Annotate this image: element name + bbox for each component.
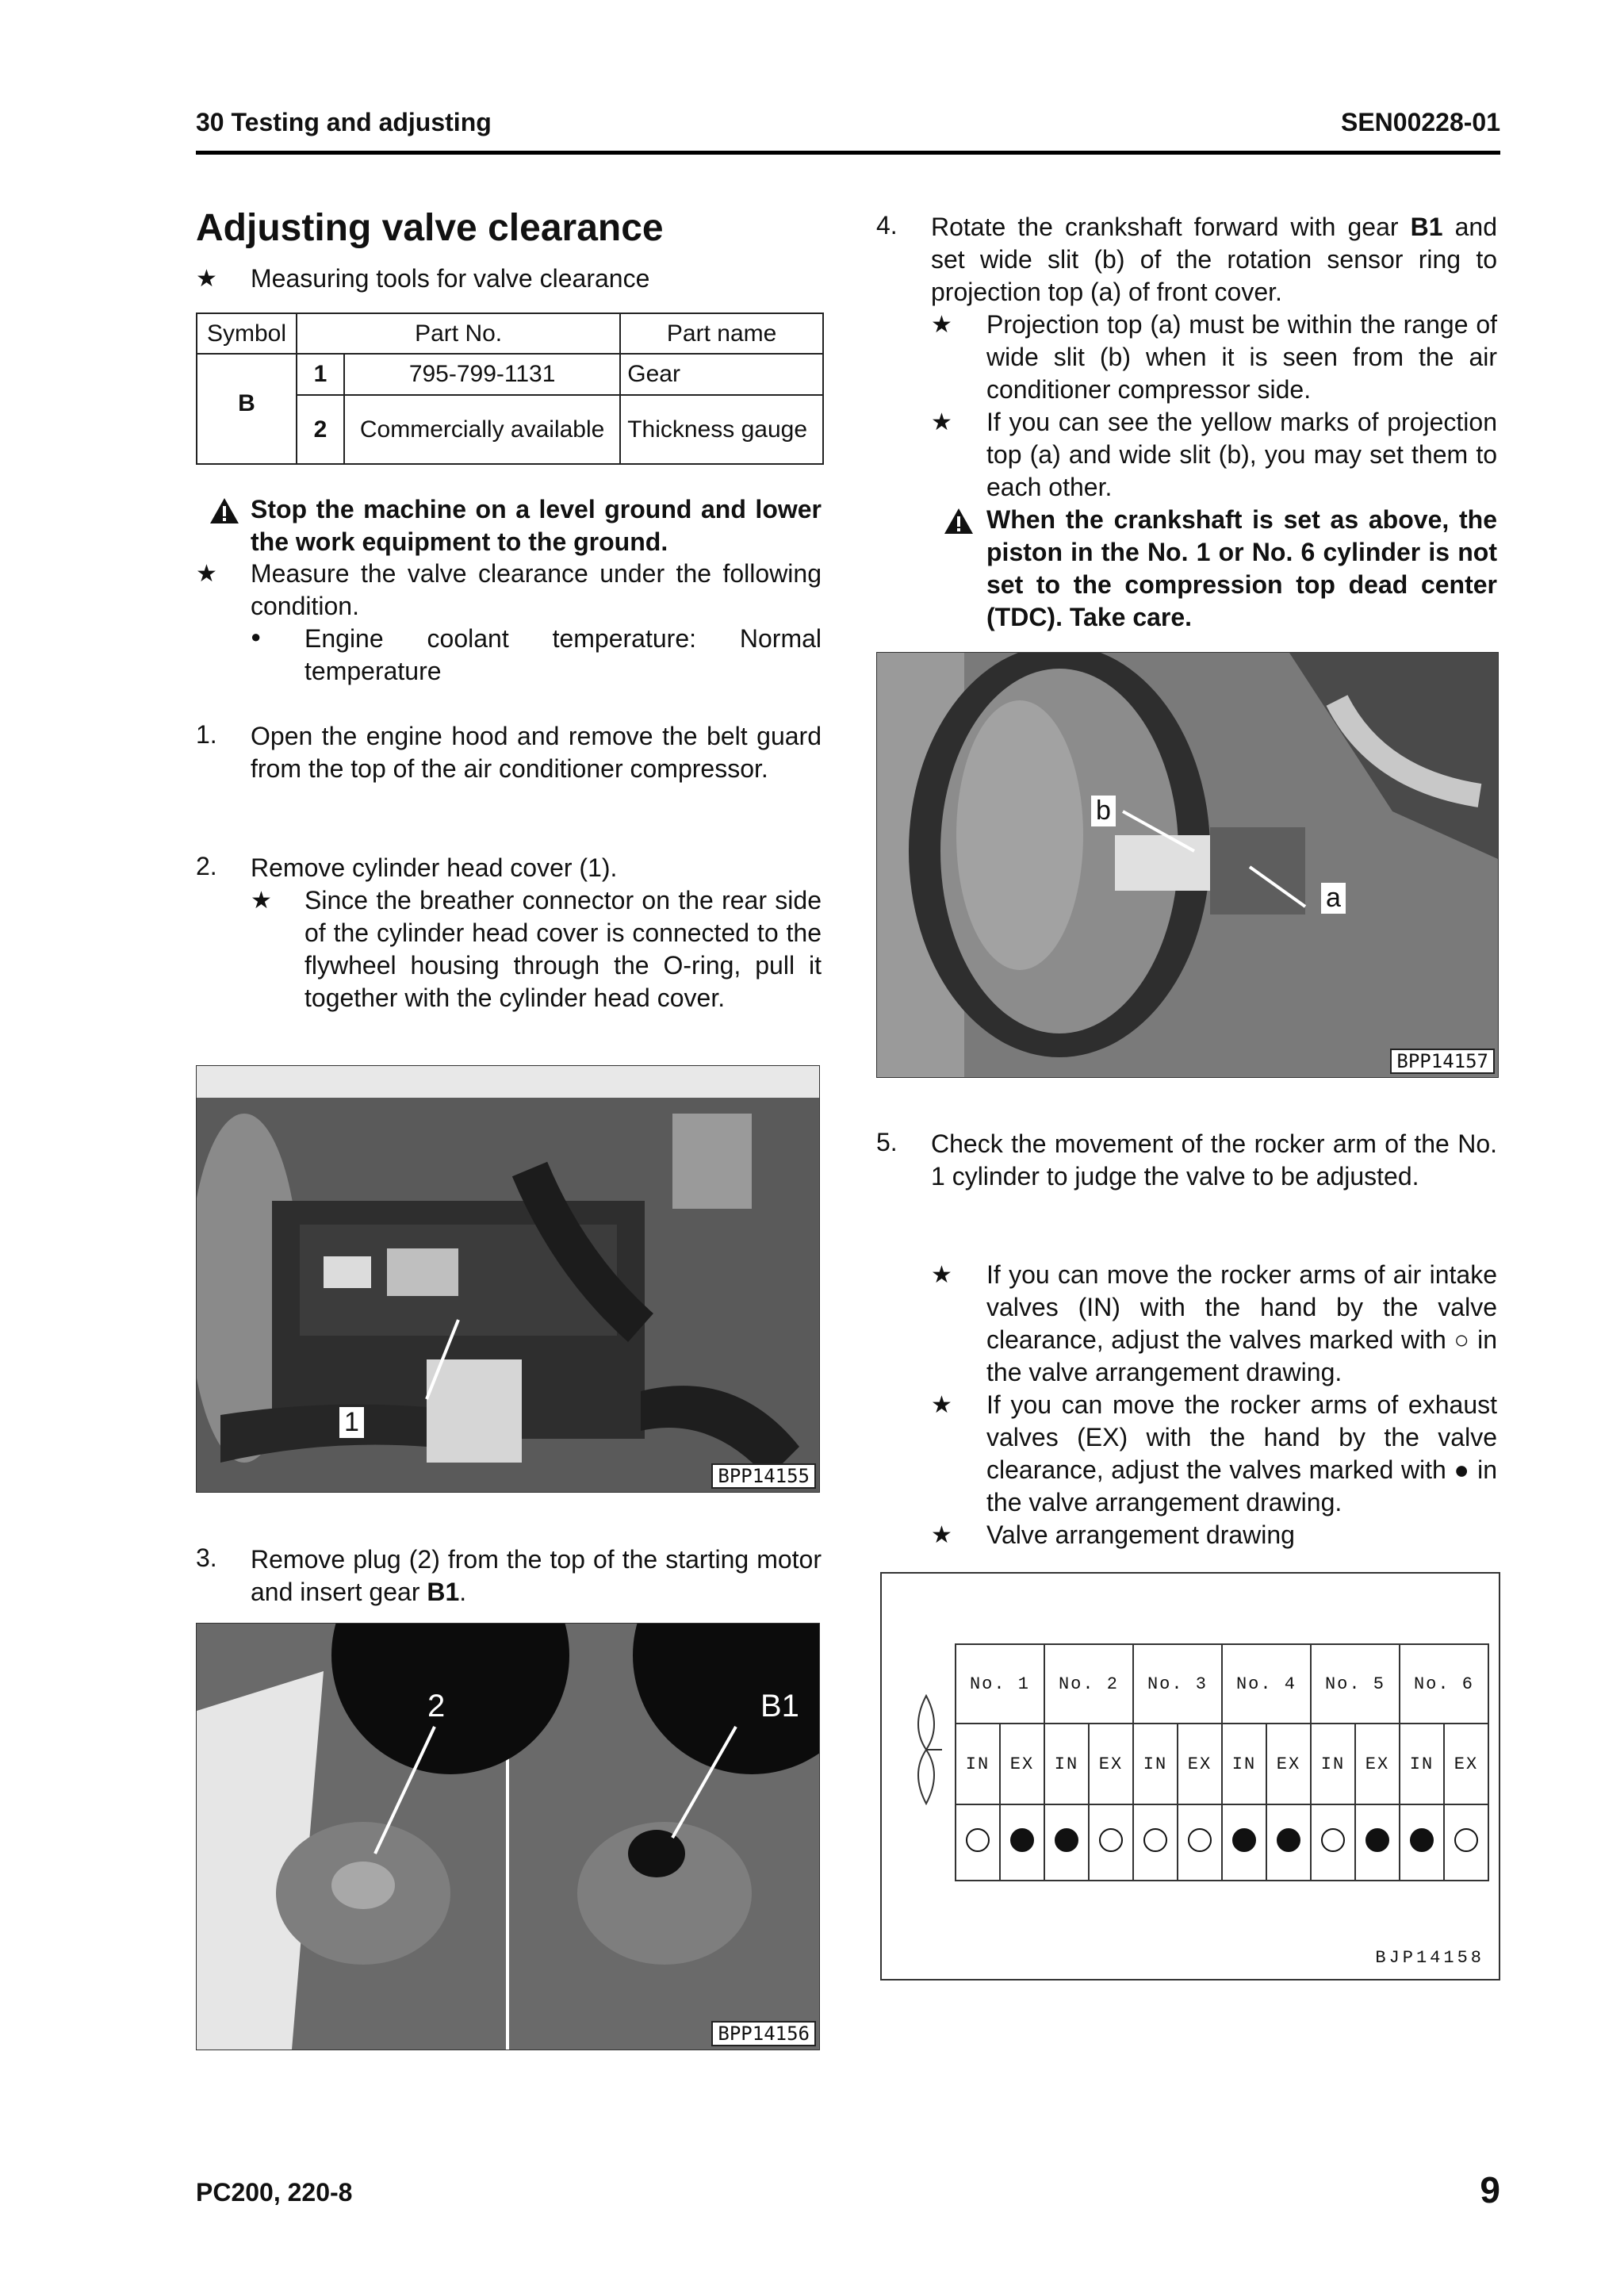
callout-label: B1 [760,1689,799,1724]
valve-arrangement-drawing [880,1572,1500,1980]
table-part-no: 795-799-1131 [344,354,620,395]
valve-grid [955,1643,1489,1881]
valve-label: IN [1311,1724,1355,1804]
filled-circle-icon [1277,1828,1300,1852]
crank-pulley-photo [876,652,1499,1078]
valve-mark-cell [956,1804,1000,1881]
cylinder-label: No. 2 [1044,1644,1133,1724]
warning-icon [944,508,974,535]
step-number: 3. [196,1543,217,1572]
open-circle-icon [1188,1828,1212,1852]
figure-code: BPP14157 [1390,1049,1495,1074]
star-icon: ★ [251,888,272,914]
valve-mark-cell [1044,1804,1089,1881]
open-circle-icon [1454,1828,1478,1852]
valve-label: IN [1400,1724,1444,1804]
step4-note1: Projection top (a) must be within the range of wide slit (b) when it is seen from the air conditioner compressor side. [986,310,1497,404]
open-circle-icon [966,1828,990,1852]
page-number: 9 [1480,2169,1500,2211]
filled-circle-icon [1055,1828,1078,1852]
warning-level-ground: Stop the machine on a level ground and lower the work equipment to the ground. [251,495,822,556]
step2-note: Since the breather connector on the rear side of the cylinder head cover is connected to the flywheel housing through the O-ring, pull it together with the cylinder head cover. [304,886,822,1012]
figure-code: BPP14156 [711,2021,816,2046]
valve-mark-cell [1400,1804,1444,1881]
engine-bay-photo [196,1065,820,1493]
open-circle-icon [1099,1828,1123,1852]
table-header-symbol: Symbol [197,313,297,354]
starting-motor-photo [196,1623,820,2050]
callout-label: 1 [339,1407,364,1438]
step-number: 1. [196,720,217,749]
valve-label: EX [1089,1724,1133,1804]
valve-label: IN [1133,1724,1178,1804]
step1-text: Open the engine hood and remove the belt guard from the top of the air conditioner compressor. [251,722,822,783]
valve-mark-cell [1311,1804,1355,1881]
valve-mark-cell [1355,1804,1400,1881]
filled-circle-icon [1410,1828,1434,1852]
warning-icon [209,497,239,524]
section-title: 30 Testing and adjusting [196,108,492,136]
valve-mark-cell [1133,1804,1178,1881]
filled-circle-icon [1010,1828,1034,1852]
star-icon: ★ [931,1392,952,1418]
warning-tdc: When the crankshaft is set as above, the piston in the No. 1 or No. 6 cylinder is not set to the compression top dead center (TDC). Take care. [986,505,1497,631]
document-code: SEN00228-01 [1340,108,1500,136]
page-title: Adjusting valve clearance [196,207,664,249]
valve-label: EX [1000,1724,1044,1804]
valve-mark-cell [1222,1804,1266,1881]
step5-text: Check the movement of the rocker arm of the No. 1 cylinder to judge the valve to be adjusted. [931,1129,1497,1191]
table-part-name: Thickness gauge [620,395,823,464]
measure-note: Measure the valve clearance under the following condition. [251,559,822,620]
filled-circle-icon [1365,1828,1389,1852]
condition-coolant: Engine coolant temperature: Normal temperature [304,624,822,685]
step5-note1: If you can move the rocker arms of air intake valves (IN) with the hand by the valve clearance, adjust the valves marked with ○ in the valve arrangement drawing. [986,1260,1497,1386]
tools-intro: Measuring tools for valve clearance [251,264,650,293]
valve-mark-cell [1444,1804,1488,1881]
footer-model: PC200, 220-8 [196,2178,353,2207]
step2-text: Remove cylinder head cover (1). [251,853,618,882]
step-number: 4. [876,211,898,240]
figure-code: BJP14158 [1375,1948,1484,1968]
table-symbol: B [197,354,297,464]
table-num: 1 [297,354,344,395]
open-circle-icon [1143,1828,1167,1852]
bullet-icon: ● [251,627,262,646]
star-icon: ★ [931,1262,952,1288]
star-icon: ★ [931,409,952,435]
table-part-no: Commercially available [344,395,620,464]
valve-label: EX [1266,1724,1311,1804]
valve-label: IN [1044,1724,1089,1804]
step-number: 5. [876,1128,898,1156]
figure-code: BPP14155 [711,1463,816,1489]
callout-label: a [1321,883,1346,914]
step4-note2: If you can see the yellow marks of projection top (a) and wide slit (b), you may set them to each other. [986,408,1497,501]
table-num: 2 [297,395,344,464]
star-icon: ★ [196,266,217,292]
cylinder-label: No. 3 [1133,1644,1222,1724]
cylinder-label: No. 4 [1222,1644,1311,1724]
filled-circle-icon [1232,1828,1256,1852]
step3-text: Remove plug (2) from the top of the starting motor and insert gear B1. [251,1545,822,1606]
table-part-name: Gear [620,354,823,395]
valve-mark-cell [1266,1804,1311,1881]
cylinder-label: No. 6 [1400,1644,1488,1724]
callout-label: 2 [427,1689,446,1724]
step5-note3: Valve arrangement drawing [986,1520,1295,1549]
star-icon: ★ [931,312,952,338]
callout-label: b [1091,796,1116,826]
star-icon: ★ [931,1522,952,1548]
valve-label: EX [1444,1724,1488,1804]
valve-label: EX [1178,1724,1222,1804]
valve-mark-cell [1000,1804,1044,1881]
valve-label: EX [1355,1724,1400,1804]
valve-label: IN [1222,1724,1266,1804]
step-number: 2. [196,852,217,880]
fan-icon [910,1694,942,1805]
cylinder-label: No. 5 [1311,1644,1400,1724]
open-circle-icon [1321,1828,1345,1852]
table-header-part-no: Part No. [297,313,620,354]
step4-text: Rotate the crankshaft forward with gear B1 and set wide slit (b) of the rotation sensor ring to projection top (a) of front cover. [931,213,1497,306]
star-icon: ★ [196,561,217,587]
valve-mark-cell [1178,1804,1222,1881]
header-rule [196,151,1500,155]
cylinder-label: No. 1 [956,1644,1044,1724]
tools-table [196,313,824,465]
table-header-part-name: Part name [620,313,823,354]
step5-note2: If you can move the rocker arms of exhaust valves (EX) with the hand by the valve clearance, adjust the valves marked with ● in the valve arrangement drawing. [986,1390,1497,1517]
valve-label: IN [956,1724,1000,1804]
valve-mark-cell [1089,1804,1133,1881]
